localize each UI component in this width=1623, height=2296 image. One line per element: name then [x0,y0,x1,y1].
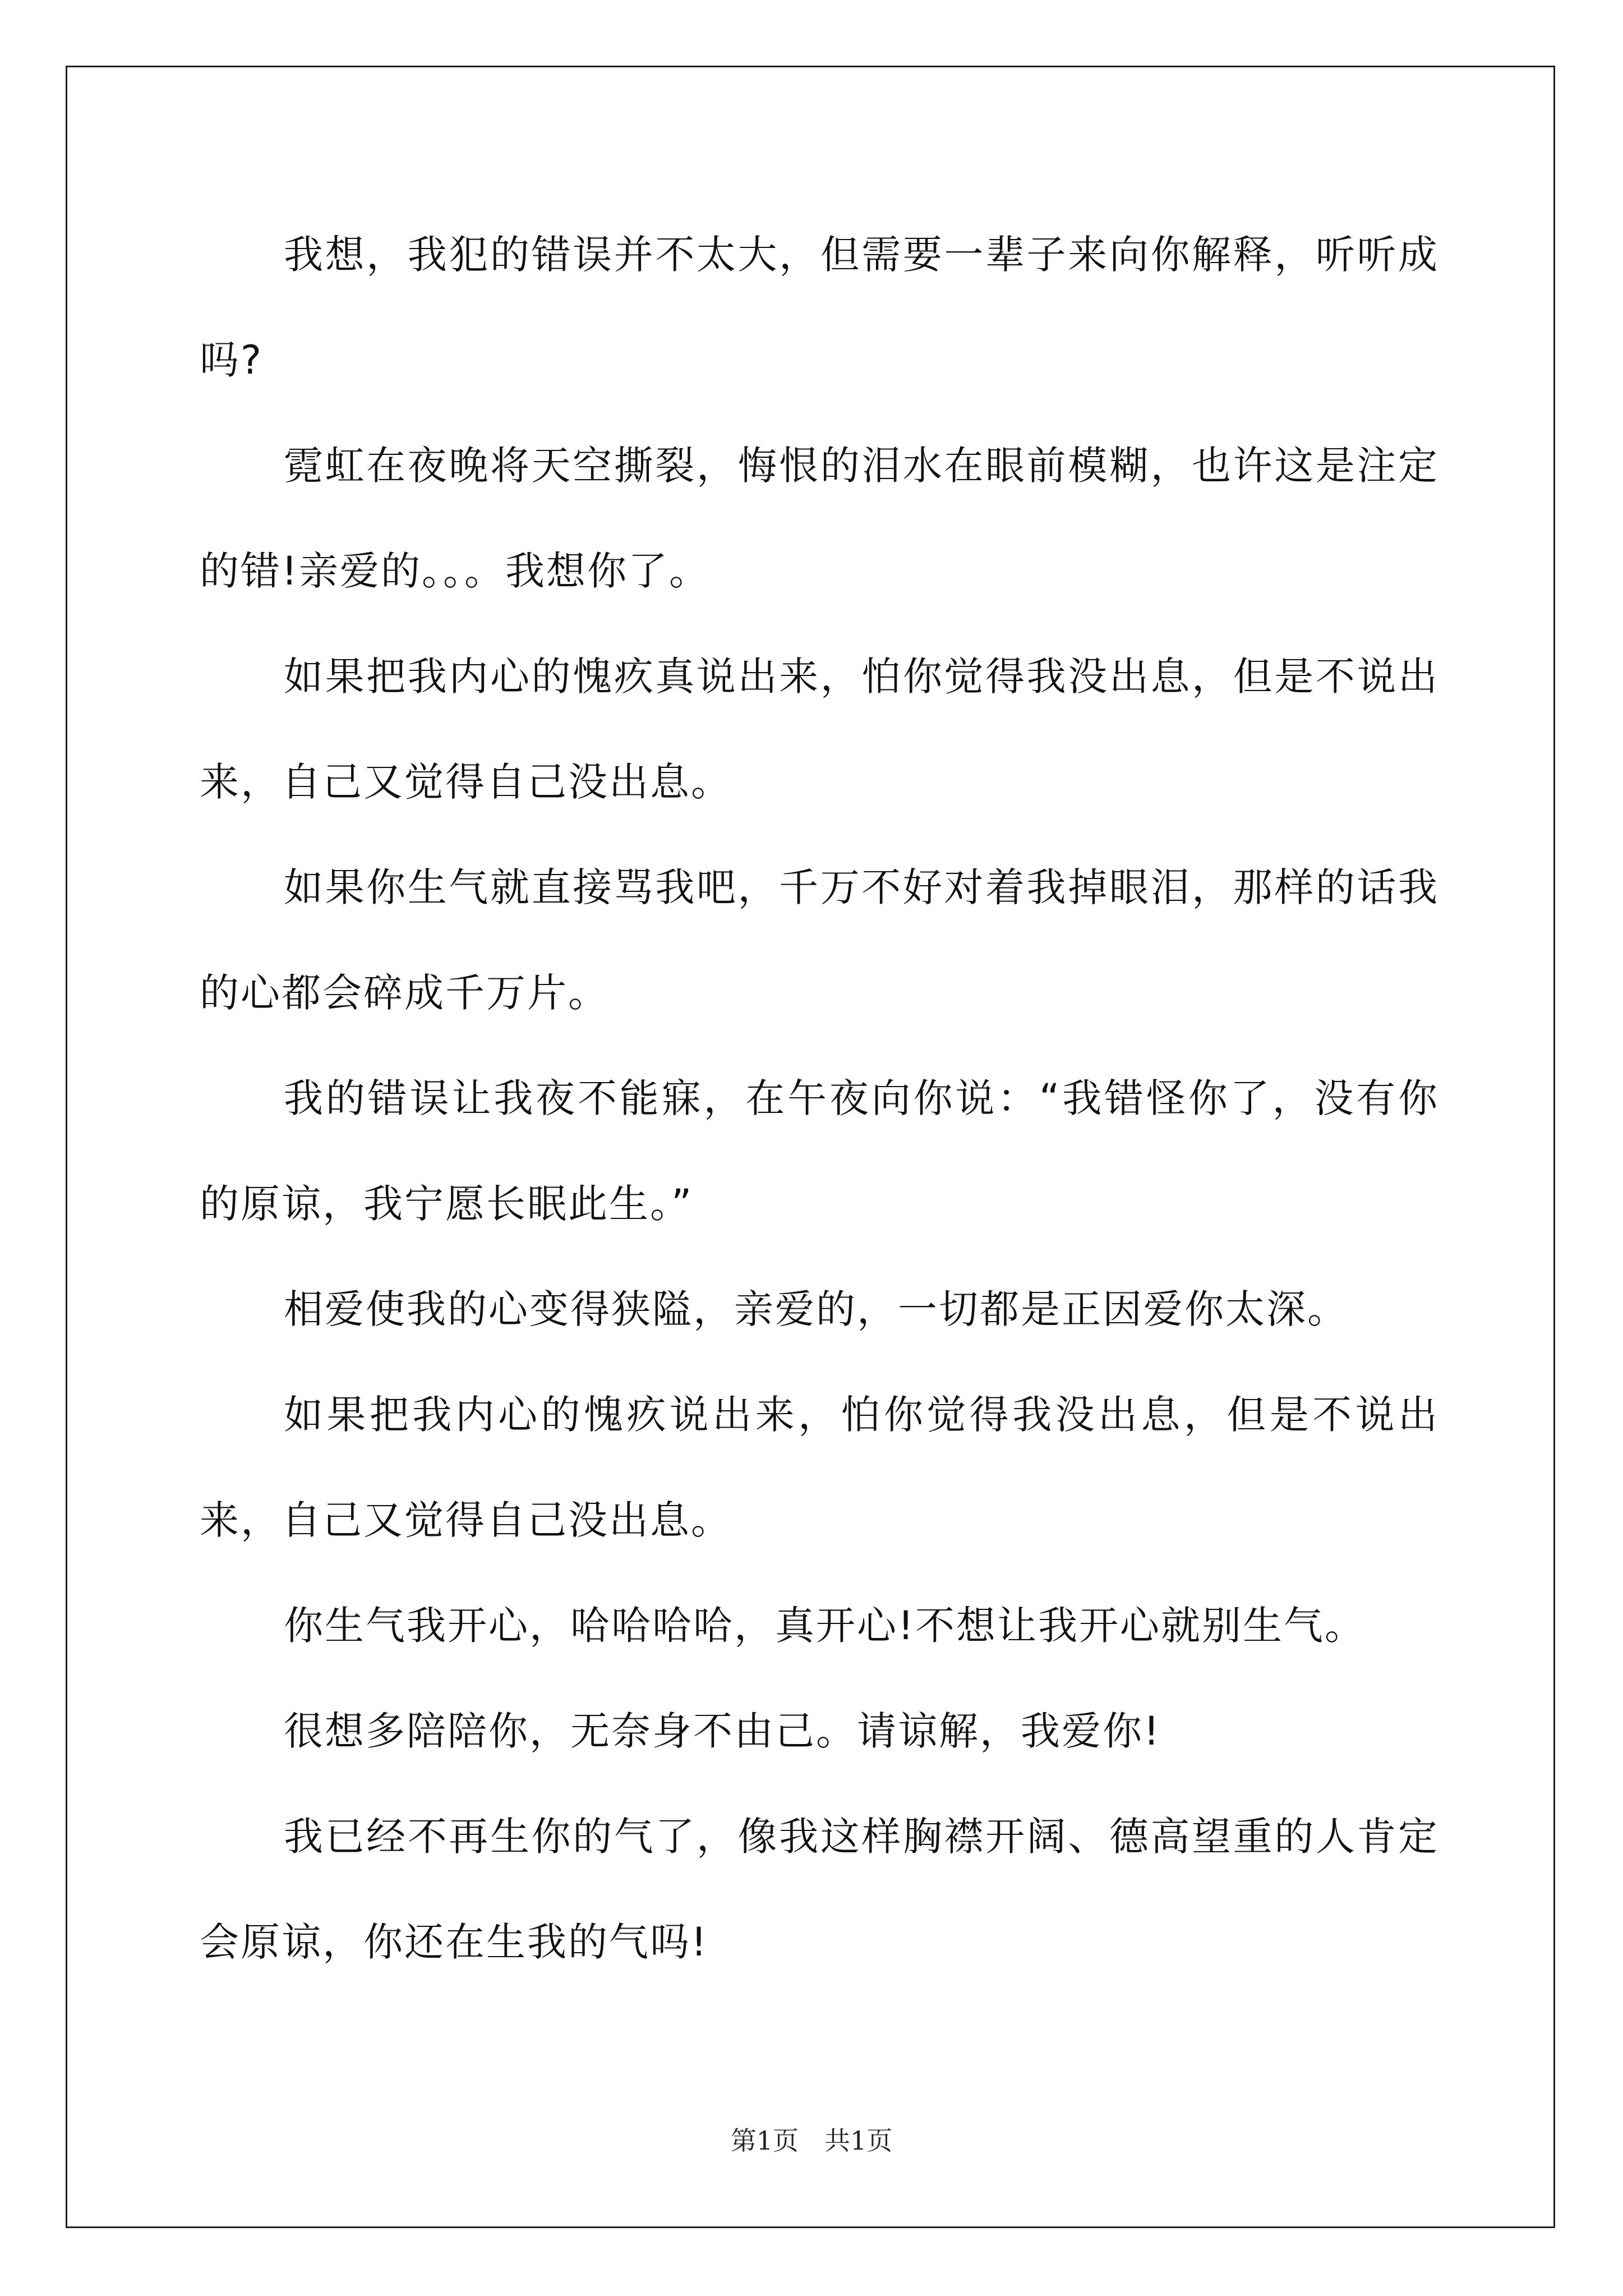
document-body [200,202,1439,1995]
paragraph: 你生气我开心，哈哈哈哈，真开心!不想让我开心就别生气。 [284,1603,1366,1649]
page-number-footer: 第1页 共1页 [730,2125,893,2156]
paragraph: 如果你生气就直接骂我吧，千万不好对着我掉眼泪，那样的话我的心都会碎成千万片。 [200,864,1439,1016]
paragraph: 霓虹在夜晚将天空撕裂，悔恨的泪水在眼前模糊，也许这是注定的错!亲爱的。。。我想你了。 [200,443,1439,594]
paragraph: 我已经不再生你的气了，像我这样胸襟开阔、德高望重的人肯定会原谅，你还在生我的气吗! [200,1814,1439,1965]
paragraph: 很想多陪陪你，无奈身不由己。请谅解，我爱你! [284,1708,1161,1754]
paragraph: 我想，我犯的错误并不太大，但需要一辈子来向你解释，听听成吗? [200,232,1439,383]
paragraph: 我的错误让我夜不能寐，在午夜向你说：“我错怪你了，没有你的原谅，我宁愿长眠此生。” [200,1075,1439,1227]
paragraph: 如果把我内心的愧疚真说出来，怕你觉得我没出息，但是不说出来，自己又觉得自己没出息。 [200,654,1439,805]
paragraph: 相爱使我的心变得狭隘，亲爱的，一切都是正因爱你太深。 [284,1286,1348,1332]
paragraph: 如果把我内心的愧疚说出来，怕你觉得我没出息，但是不说出来，自己又觉得自己没出息。 [200,1392,1439,1543]
